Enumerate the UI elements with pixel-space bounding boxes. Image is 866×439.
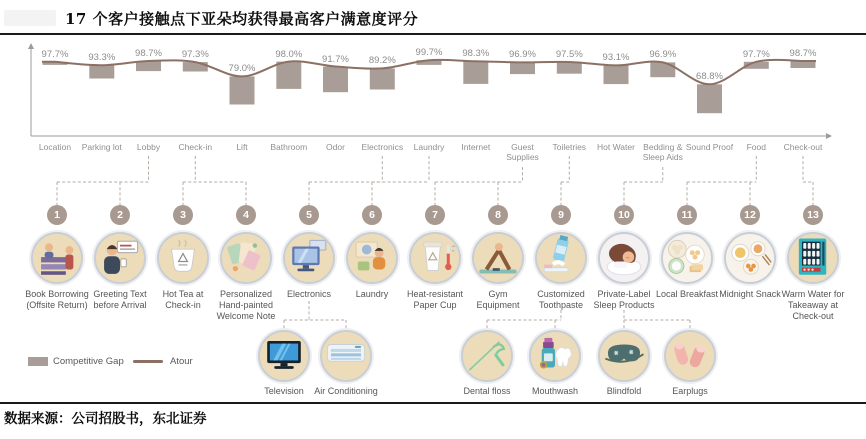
sub-item-label: Air Conditioning (314, 386, 378, 396)
breakfast-icon (664, 235, 710, 281)
value-label: 97.5% (555, 49, 583, 60)
item-number-badge: 6 (362, 205, 382, 225)
category-label: Location (38, 142, 72, 152)
item-label: Heat-resistant Paper Cup (406, 289, 464, 310)
item-number-badge: 11 (677, 205, 697, 225)
value-label: 68.8% (696, 71, 723, 83)
item-icon-circle (94, 232, 146, 284)
sub-item-label: Earplugs (672, 386, 708, 396)
competitive-gap-label: Competitive Gap (53, 356, 124, 367)
item-label: Hot Tea at Check-in (162, 289, 204, 310)
dental-floss-icon (464, 333, 510, 379)
category-label: Parking lot (81, 142, 122, 152)
item-icon-circle (409, 232, 461, 284)
item-label: Electronics (286, 289, 331, 299)
item-number-badge: 4 (236, 205, 256, 225)
value-label: 97.7% (41, 48, 69, 60)
sub-item-icon-circle (461, 330, 513, 382)
value-label: 99.7% (415, 47, 443, 59)
item-label: Personalized Hand-painted Welcome Note (216, 289, 276, 321)
item-label: Private-Label Sleep Products (593, 289, 655, 310)
item-number-badge: 9 (551, 205, 571, 225)
welcome-note-icon (223, 235, 269, 281)
earplugs-icon (667, 333, 713, 379)
category-label: Check-in (178, 142, 213, 152)
value-label: 91.7% (322, 53, 349, 65)
value-label: 98.0% (275, 48, 303, 60)
category-label: Check-out (783, 142, 823, 152)
sub-item-icon-circle (664, 330, 716, 382)
item-icon-circle (661, 232, 713, 284)
category-label: Bedding & Sleep Aids (642, 142, 683, 163)
item-number-badge: 7 (425, 205, 445, 225)
sub-item-label: Blindfold (606, 386, 642, 396)
value-label: 79.0% (228, 63, 256, 75)
value-label: 98.7% (135, 48, 162, 59)
item-label: Customized Toothpaste (537, 289, 585, 310)
item-number-badge: 12 (740, 205, 760, 225)
item-icon-circle (283, 232, 335, 284)
category-label: Guest Supplies (506, 142, 539, 163)
item-icon-circle (724, 232, 776, 284)
sub-item-icon-circle (529, 330, 581, 382)
television-icon (261, 333, 307, 379)
sub-item-label: Television (264, 386, 304, 396)
item-icon-circle (31, 232, 83, 284)
greeting-text-icon (97, 235, 143, 281)
item-icon-circle (472, 232, 524, 284)
item-number-badge: 13 (803, 205, 823, 225)
item-number-badge: 5 (299, 205, 319, 225)
sub-item-label: Dental floss (463, 386, 511, 396)
sub-item-label: Mouthwash (531, 386, 579, 396)
gym-icon (475, 235, 521, 281)
item-number-badge: 3 (173, 205, 193, 225)
value-label: 96.9% (509, 49, 536, 61)
toothpaste-icon (538, 235, 584, 281)
value-label: 96.9% (649, 49, 677, 61)
item-number-badge: 10 (614, 205, 634, 225)
item-icon-circle (598, 232, 650, 284)
value-label: 97.7% (742, 48, 770, 60)
item-number-badge: 1 (47, 205, 67, 225)
category-label: Sound Proof (685, 142, 734, 152)
category-label: Odor (326, 142, 345, 152)
category-label: Toiletries (552, 142, 587, 152)
value-label: 98.7% (789, 48, 817, 59)
category-label: Electronics (361, 142, 404, 152)
mouthwash-icon (532, 333, 578, 379)
item-icon-circle (787, 232, 839, 284)
item-icon-circle (220, 232, 272, 284)
competitive-gap-swatch (28, 357, 48, 366)
blindfold-icon (601, 333, 647, 379)
sleep-icon (601, 235, 647, 281)
category-label: Food (746, 142, 766, 152)
data-source: 数据来源：公司招股书，东北证券 (4, 411, 207, 427)
item-label: Midnight Snack (719, 289, 781, 299)
item-icon-circle (535, 232, 587, 284)
category-label: Laundry (413, 142, 445, 152)
footer-rule (0, 402, 866, 404)
atour-label: Atour (170, 356, 193, 367)
air-conditioning-icon (323, 333, 369, 379)
value-label: 93.3% (88, 52, 116, 64)
category-label: Lobby (136, 142, 161, 152)
midnight-snack-icon (727, 235, 773, 281)
category-label: Lift (236, 142, 248, 152)
paper-cup-icon (412, 235, 458, 281)
electronics-icon (286, 235, 332, 281)
item-label: Book Borrowing (Offsite Return) (25, 289, 89, 310)
item-label: Greeting Text before Arrival (93, 289, 147, 310)
atour-line-swatch (133, 360, 163, 363)
sub-item-icon-circle (258, 330, 310, 382)
laundry-icon (349, 235, 395, 281)
item-icon-circle (157, 232, 209, 284)
item-label: Local Breakfast (655, 289, 719, 299)
value-label: 97.3% (181, 49, 209, 61)
value-label: 98.3% (462, 48, 490, 60)
item-label: Laundry (355, 289, 389, 299)
category-label: Hot Water (597, 142, 635, 152)
item-label: Warm Water for Takeaway at Check-out (781, 289, 845, 321)
figure-title: 17 个客户接触点下亚朵均获得最高客户满意度评分 (65, 10, 419, 28)
sub-item-icon-circle (320, 330, 372, 382)
category-label: Internet (461, 142, 491, 152)
value-label: 89.2% (368, 55, 396, 67)
book-borrowing-icon (34, 235, 80, 281)
item-number-badge: 8 (488, 205, 508, 225)
value-label: 93.1% (602, 52, 630, 64)
vending-machine-icon (790, 235, 836, 281)
item-icon-circle (346, 232, 398, 284)
category-label: Bathroom (270, 142, 308, 152)
item-number-badge: 2 (110, 205, 130, 225)
item-label: Gym Equipment (476, 289, 520, 310)
sub-item-icon-circle (598, 330, 650, 382)
hot-tea-icon (160, 235, 206, 281)
